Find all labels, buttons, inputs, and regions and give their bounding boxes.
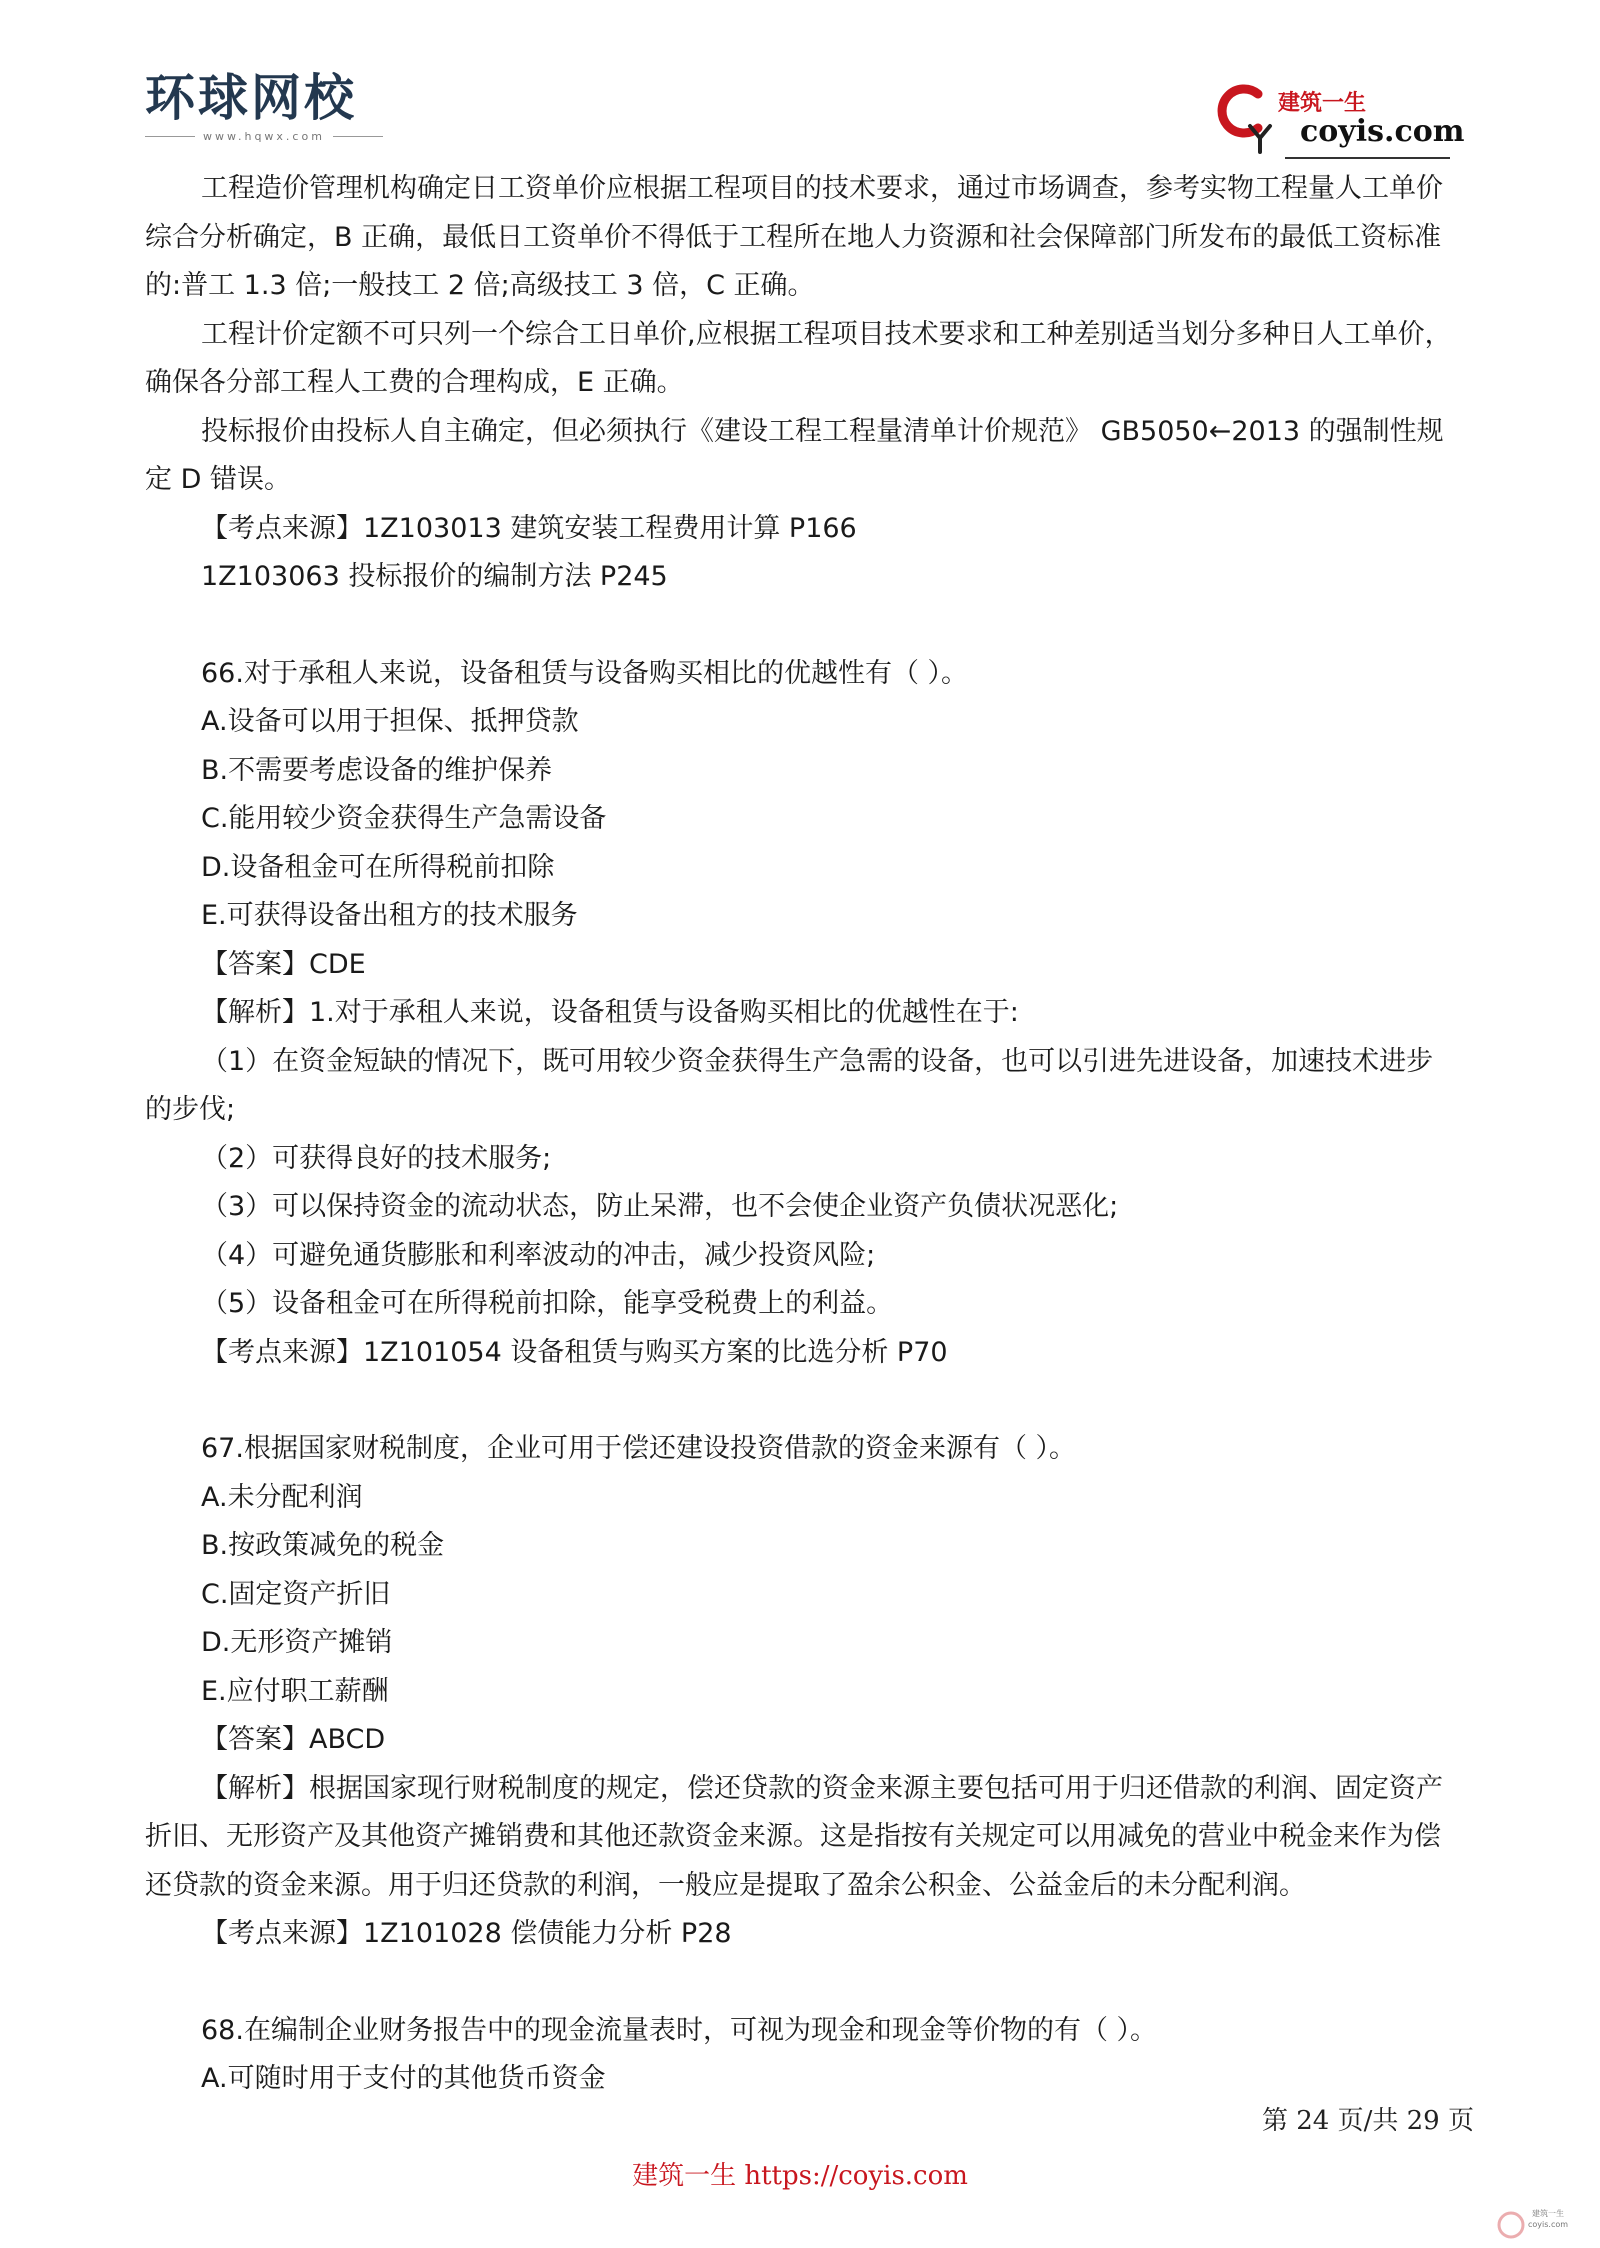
spacer xyxy=(145,1377,1455,1425)
paragraph: （4）可避免通货膨胀和利率波动的冲击，减少投资风险; xyxy=(201,1239,876,1271)
hqwx-logo xyxy=(145,68,383,143)
paragraph: 【考点来源】1Z101054 设备租赁与购买方案的比选分析 P70 xyxy=(201,1336,948,1368)
paragraph: C.固定资产折旧 xyxy=(201,1578,391,1610)
brand-cn: 建筑一生 xyxy=(1278,90,1367,116)
paragraph: 投标报价由投标人自主确定，但必须执行《建设工程工程量清单计价规范》 GB5050←2013 的强制性规定 D 错误。 xyxy=(145,415,1444,495)
paragraph: E.可获得设备出租方的技术服务 xyxy=(201,900,578,931)
paragraph: A.未分配利润 xyxy=(201,1481,363,1513)
paragraph: （5）设备租金可在所得税前扣除，能享受税费上的利益。 xyxy=(201,1288,894,1319)
paragraph: 【解析】根据国家现行财税制度的规定，偿还贷款的资金来源主要包括可用于归还借款的利润、固定资产折旧、无形资产及其他资产摊销费和其他还款资金来源。这是指按有关规定可以用减免的营业中税金来作为偿还贷款的资金来源。用于归还贷款的利润，一般应是提取了盈余公积金、公益金后的未分配利润。 xyxy=(145,1772,1443,1901)
paragraph: （1）在资金短缺的情况下，既可用较少资金获得生产急需的设备，也可以引进先进设备，加速技术进步的步伐; xyxy=(145,1045,1434,1125)
coyis-logo xyxy=(1210,76,1465,156)
spacer xyxy=(145,602,1455,650)
paragraph: E.应付职工薪酬 xyxy=(201,1675,389,1707)
document-body xyxy=(145,165,1455,2104)
paragraph: 【答案】ABCD xyxy=(201,1724,386,1755)
paragraph: A.设备可以用于担保、抵押贷款 xyxy=(201,706,579,737)
logo-url: www.hqwx.com xyxy=(203,130,325,143)
paragraph: 【答案】CDE xyxy=(201,948,366,980)
paragraph: C.能用较少资金获得生产急需设备 xyxy=(201,803,607,834)
paragraph: 66.对于承租人来说，设备租赁与设备购买相比的优越性有（ ）。 xyxy=(201,657,969,689)
paragraph: B.不需要考虑设备的维护保养 xyxy=(201,754,553,786)
cy-logo-icon xyxy=(1210,76,1280,156)
footer-link[interactable]: 建筑一生 https://coyis.com xyxy=(632,2161,968,2191)
paragraph: 【解析】1.对于承租人来说，设备租赁与设备购买相比的优越性在于: xyxy=(201,997,1019,1028)
paragraph: B.按政策减免的税金 xyxy=(201,1530,445,1561)
page-header xyxy=(0,0,1600,160)
paragraph: （2）可获得良好的技术服务; xyxy=(201,1142,552,1174)
paragraph: 68.在编制企业财务报告中的现金流量表时，可视为现金和现金等价物的有（ ）。 xyxy=(201,2014,1158,2046)
logo-text: 环球网校 xyxy=(145,69,357,127)
paragraph: 工程造价管理机构确定日工资单价应根据工程项目的技术要求，通过市场调查，参考实物工程量人工单价综合分析确定，B 正确，最低日工资单价不得低于工程所在地人力资源和社会保障部门所发布的最低工资标准的:普工 1.3 倍;一般技工 2 倍;高级技工 3 倍，C 正确。 xyxy=(145,173,1443,301)
spacer xyxy=(145,1959,1455,2007)
paragraph: 67.根据国家财税制度，企业可用于偿还建设投资借款的资金来源有（ ）。 xyxy=(201,1433,1077,1464)
brand-en: coyis.com xyxy=(1300,114,1465,149)
paragraph: （3）可以保持资金的流动状态，防止呆滞，也不会使企业资产负债状况恶化; xyxy=(201,1191,1119,1222)
paragraph: 【考点来源】1Z101028 偿债能力分析 P28 xyxy=(201,1918,732,1949)
paragraph: A.可随时用于支付的其他货币资金 xyxy=(201,2063,606,2094)
paragraph: D.设备租金可在所得税前扣除 xyxy=(201,851,555,883)
header-rule xyxy=(1285,157,1450,159)
paragraph: D.无形资产摊销 xyxy=(201,1627,393,1658)
paragraph: 1Z103063 投标报价的编制方法 P245 xyxy=(201,561,668,592)
page-number: 第 24 页/共 29 页 xyxy=(1262,2106,1474,2136)
watermark-text: 建筑一生 coyis.com xyxy=(1528,2209,1569,2229)
paragraph: 工程计价定额不可只列一个综合工日单价,应根据工程项目技术要求和工种差别适当划分多种日人工单价，确保各分部工程人工费的合理构成，E 正确。 xyxy=(145,318,1452,398)
paragraph: 【考点来源】1Z103013 建筑安装工程费用计算 P166 xyxy=(201,512,857,544)
